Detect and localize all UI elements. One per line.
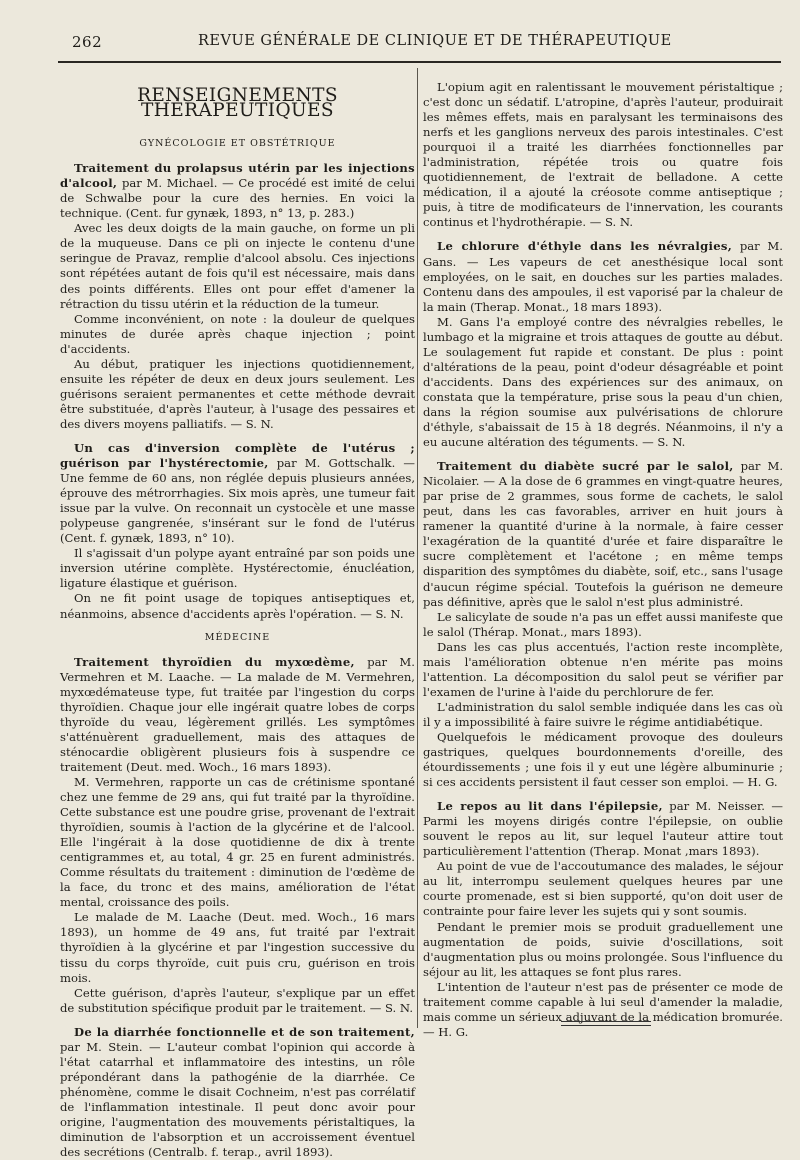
article-text: par M. Gottschalk. — Une femme de 60 ans, non réglée depuis plusieurs années, éprouve des métrorrhagies. Six mois après, une tumeur fait issue par la vulve. On reconnait un cystocèle et une masse polypeuse gangrenée, s'insérant sur le fond de l'utérus (Cent. f. gynæk, 1893, n° 10).	[60, 456, 415, 546]
subhead-medecine: MÉDECINE	[204, 631, 271, 643]
header-rule	[58, 61, 781, 63]
article-paragraph: Dans les cas plus accentués, l'action reste incomplète, mais l'amélioration obtenue n'en mérite pas moins l'attention. La décomposition du salol peut se vérifier par l'examen de l'urine à l'aide du perchlorure de fer.	[423, 639, 783, 699]
column-rule	[417, 68, 418, 1028]
article-inversion	[60, 441, 415, 622]
end-divider	[561, 1021, 651, 1022]
article-repos-epilepsie	[423, 799, 783, 1040]
article-text: par M. Nicolaier. — A la dose de 6 grammes en vingt-quatre heures, par prise de 2 grammes, sous forme de cachets, le salol peut, dans les cas favorables, arriver en huit jours à ramener la quantité d'urine à la normale, à faire cesser l'exagération de la quantité d'urée et faire disparaître le sucre complètement et l'acétone ; en même temps disparition des symptômes du diabète, soif, etc., sans l'usage d'aucun régime spécial. Toutefois la guérison ne demeure pas définitive, après que le salol n'est plus administré.	[423, 459, 783, 609]
article-paragraph: Il s'agissait d'un polype ayant entraîné par son poids une inversion utérine complète. Hystérectomie, énucléation, ligature élastique et guérison.	[60, 546, 415, 591]
article-text: par M. Stein. — L'auteur combat l'opinion qui accorde à l'état catarrhal et inflammatoire des intestins, un rôle prépondérant dans la pathogénie de la diarrhée. Ce phénomène, comme le disait Cochneim, n'est pas corrélatif de l'inflammation intestinale. Il peut donc avoir pour origine, l'augmentation des mouvements péristaltiques, la diminution de l'absorption et un accroissement éventuel des secrétions (Centralb. f. terap., avril 1893).	[60, 1039, 415, 1160]
article-prolapsus	[60, 161, 415, 432]
section-title: RENSEIGNEMENTS THÉRAPEUTIQUES	[137, 85, 338, 122]
article-paragraph: Avec les deux doigts de la main gauche, on forme un pli de la muqueuse. Dans ce pli on injecte le contenu d'une seringue de Pravaz, remplie d'alcool absolu. Ces injections sont répétées autant de fois qu'il est nécessaire, mais dans des points différents. Elles ont pour effet d'amener la rétraction du tissu utérin et la réduction de la tumeur.	[60, 221, 415, 311]
article-title: Un cas d'inversion complète de l'utérus ; guérison par l'hystérectomie,	[60, 440, 415, 471]
article-text: par M. Vermehren et M. Laache. — La malade de M. Vermehren, myxœdémateuse type, fut traitée par l'ingestion du corps thyroïdien. Chaque jour elle ingérait quatre lobes de corps thyroïde du veau, légèrement grillés. Les symptômes s'atténuèrent graduellement, mais des attaques de sténocardie obligèrent plusieurs fois à suspendre ce traitement (Deut. med. Woch., 16 mars 1893).	[60, 654, 415, 774]
end-divider	[561, 1025, 651, 1026]
page-number: 262	[72, 33, 103, 51]
article-diarrhee	[60, 1025, 415, 1160]
article-text: par M. Michael. — Ce procédé est imité de celui de Schwalbe pour la cure des hernies. En voici la technique. (Cent. fur gynæk, 1893, n° 13, p. 283.)	[60, 176, 415, 221]
article-paragraph: Quelquefois le médicament provoque des douleurs gastriques, quelques bourdonnements d'oreille, des étourdissements ; une fois il y eut une légère albuminurie ; si ces accidents persistent il faut cesser son emploi. — H. G.	[423, 729, 783, 790]
running-header	[58, 30, 781, 54]
running-title: REVUE GÉNÉRALE DE CLINIQUE ET DE THÉRAPEUTIQUE	[198, 33, 672, 49]
left-column	[60, 80, 415, 1160]
article-paragraph: Au début, pratiquer les injections quotidiennement, ensuite les répéter de deux en deux jours seulement. Les guérisons seraient permanentes et cette méthode devrait être substituée, d'après l'auteur, à l'usage des pessaires et des divers moyens palliatifs. — S. N.	[60, 356, 415, 431]
article-chlorure-ethyle	[423, 239, 783, 450]
article-paragraph: Au point de vue de l'accoutumance des malades, le séjour au lit, interrompu seulement quelques heures par une courte promenade, est si bien supporté, qu'on doit user de contrainte pour faire lever les sujets qui y sont soumis.	[423, 859, 783, 919]
article-text: par M. Neisser. — Parmi les moyens dirigés contre l'épilepsie, on oublie souvent le repos au lit, sur lequel l'auteur attire tout particulièrement l'attention (Therap. Monat ,mars 1893).	[423, 799, 783, 859]
article-title: Le chlorure d'éthyle dans les névralgies,	[437, 239, 733, 254]
article-title: Le repos au lit dans l'épilepsie,	[437, 799, 663, 814]
article-title: De la diarrhée fonctionnelle et de son traitement,	[74, 1024, 415, 1039]
article-paragraph: Le malade de M. Laache (Deut. med. Woch., 16 mars 1893), un homme de 49 ans, fut traité par l'extrait thyroïdien à la glycérine et par l'ingestion successive du tissu du corps thyroïde, cuit puis cru, guérison en trois mois.	[60, 910, 415, 985]
article-title: Traitement thyroïdien du myxœdème,	[74, 654, 355, 669]
article-paragraph: Cette guérison, d'après l'auteur, s'explique par un effet de substitution spécifique produit par le traitement. — S. N.	[60, 985, 415, 1015]
article-paragraph: On ne fit point usage de topiques antiseptiques et, néanmoins, absence d'accidents après l'opération. — S. N.	[60, 591, 415, 621]
article-paragraph: Le salicylate de soude n'a pas un effet aussi manifeste que le salol (Thérap. Monat., mars 1893).	[423, 609, 783, 639]
article-paragraph: M. Vermehren, rapporte un cas de crétinisme spontané chez une femme de 29 ans, qui fut traité par la thyroïdine. Cette substance est une poudre grise, provenant de l'extrait thyroïdien, soumis à l'action de la glycérine et de l'alcool. Elle l'ingérait à la dose quotidienne de dix à trente centigrammes et, au total, 4 gr. 25 en furent administrés. Comme résultats du traitement : diminution de l'œdème de la face, du tronc et des mains, amélioration de l'état mental, croissance des poils.	[60, 774, 415, 910]
subhead-gynecologie: GYNÉCOLOGIE ET OBSTÉTRIQUE	[139, 138, 336, 150]
article-paragraph: L'opium agit en ralentissant le mouvement péristaltique ; c'est donc un sédatif. L'atropine, d'après l'auteur, produirait les mêmes effets, mais en paralysant les terminaisons des nerfs et les ganglions nerveux des parois intestinales. C'est pourquoi il a traité les diarrhées fonctionnelles par l'administration, répétée trois ou quatre fois quotidiennement, de l'extrait de belladone. A cette médication, il a ajouté la créosote comme antiseptique ; puis, à titre de modificateurs de l'innervation, les courants continus et l'hydrothérapie. — S. N.	[423, 80, 783, 230]
article-paragraph: L'intention de l'auteur n'est pas de présenter ce mode de traitement comme capable à lui seul d'amender la maladie, mais comme un sérieux adjuvant de la médication bromurée. — H. G.	[423, 979, 783, 1039]
article-myxoedeme	[60, 655, 415, 1016]
article-paragraph: L'administration du salol semble indiquée dans les cas où il y a impossibilité à faire suivre le régime antidiabétique.	[423, 699, 783, 729]
article-text: par M. Gans. — Les vapeurs de cet anesthésique local sont employées, on le sait, en douches sur les parties malades. Contenu dans des ampoules, il est vaporisé par la chaleur de la main (Therap. Monat., 18 mars 1893).	[423, 239, 783, 314]
right-column	[423, 80, 783, 1040]
article-paragraph: Comme inconvénient, on note : la douleur de quelques minutes de durée après chaque injection ; point d'accidents.	[60, 311, 415, 356]
article-title: Traitement du diabète sucré par le salol,	[437, 459, 734, 474]
article-paragraph: M. Gans l'a employé contre des névralgies rebelles, le lumbago et la migraine et trois attaques de goutte au début. Le soulagement fut rapide et constant. De plus : point d'altérations de la peau, point d'odeur désagréable et point d'accidents. Dans des expériences sur des animaux, on constata que la température, prise sous la peau d'un chien, dans la région soumise aux pulvérisations de chlorure d'éthyle, s'abaissait de 15 à 18 degrés. Néanmoins, il n'y a eu aucune altération des téguments. — S. N.	[423, 314, 783, 450]
article-title: Traitement du prolapsus utérin par les injections d'alcool,	[60, 161, 415, 191]
article-diabete-salol	[423, 459, 783, 790]
article-paragraph: Pendant le premier mois se produit graduellement une augmentation de poids, suivie d'oscillations, soit d'augmentation plus ou moins prolongée. Sous l'influence du séjour au lit, les attaques se font plus rares.	[423, 919, 783, 979]
